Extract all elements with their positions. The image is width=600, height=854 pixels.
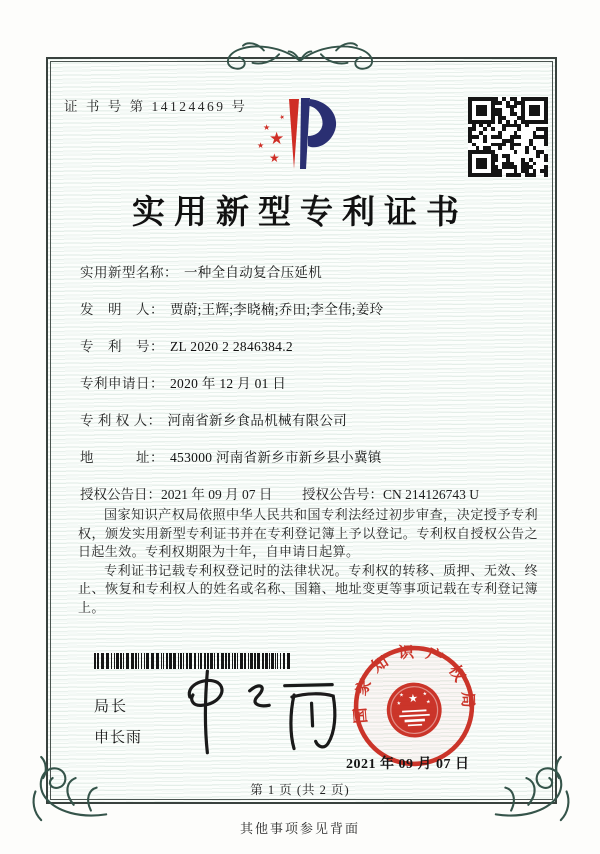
legal-text [78,506,538,618]
field-label: 授权公告号： [302,487,383,502]
field-inventors [80,299,530,321]
handwritten-signature [172,664,350,762]
svg-text:★: ★ [422,691,428,698]
logo-star-icon: ★ [278,113,286,122]
field-label: 专 利 号： [80,339,164,354]
legal-paragraph: 专利证书记载专利权登记时的法律状况。专利权的转移、质押、无效、终止、恢复和专利权人的姓名或名称、国籍、地址变更等事项记载在专利登记簿上。 [78,562,538,615]
field-value: 2021 年 09 月 07 日 [161,487,273,502]
field-label: 专利申请日： [80,376,164,391]
svg-text:★: ★ [425,699,431,706]
field-value: 河南省新乡食品机械有限公司 [167,413,348,428]
certificate-number: 证 书 号 第 14124469 号 [64,99,248,114]
back-side-note: 其他事项参见背面 [239,821,360,836]
field-address [80,447,530,469]
grant-stamp-date: 2021 年 09 月 07 日 [346,757,470,772]
cnipa-logo-icon [250,96,342,174]
field-value: 453000 河南省新乡市新乡县小冀镇 [170,450,382,465]
field-label: 授权公告日： [80,487,161,502]
svg-text:★: ★ [399,692,404,699]
field-list [80,262,530,506]
field-patent-number [80,336,530,358]
field-value: 2020 年 12 月 01 日 [170,376,287,391]
top-scroll-ornament [205,40,395,78]
field-value: CN 214126743 U [383,487,480,502]
certificate-title: 实用新型专利证书 [132,195,468,231]
field-label: 发 明 人： [80,302,164,317]
svg-text:★: ★ [396,700,402,707]
svg-text:★: ★ [407,691,419,706]
logo-star-icon: ★ [269,129,285,149]
field-label: 地 址： [80,450,164,465]
field-patentee [80,410,530,432]
logo-star-icon: ★ [269,151,280,165]
logo-star-icon: ★ [257,141,265,150]
issuer-name: 申长雨 [94,730,143,746]
legal-paragraph: 国家知识产权局依照中华人民共和国专利法经过初步审查，决定授予专利权，颁发实用新型专利证书并在专利登记簿上予以登记。专利权自授权公告之日起生效。专利权期限为十年，自申请日起算。 [78,507,538,560]
field-grant-announcement [80,484,530,506]
bottom-right-corner-ornament [492,733,578,825]
field-value: 一种全自动复合压延机 [184,265,322,280]
page-number: 第 1 页 (共 2 页) [250,783,350,797]
logo-star-icon: ★ [263,123,271,132]
issuer-title: 局长 [94,699,129,715]
field-value: 贾蔚;王辉;李晓楠;乔田;李全伟;姜玲 [170,302,384,317]
field-label: 专 利 权 人： [80,413,162,428]
seal-ring-text: 国家知识产权局 [351,643,477,724]
field-value: ZL 2020 2 2846384.2 [170,339,293,354]
qr-code [468,97,546,175]
field-filing-date [80,373,530,395]
field-label: 实用新型名称： [80,265,178,280]
issuer-block [94,695,142,747]
field-utility-model-name [80,262,530,284]
